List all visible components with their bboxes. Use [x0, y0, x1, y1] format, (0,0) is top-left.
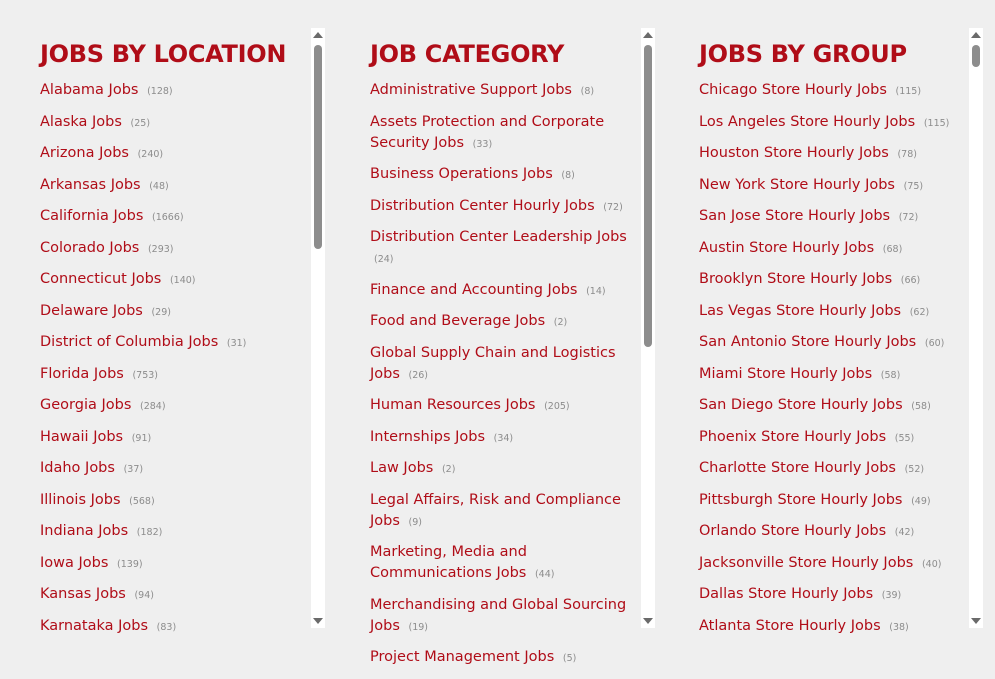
scroll-down-arrow-icon[interactable] [643, 618, 653, 624]
job-count: (68) [882, 243, 903, 255]
job-count: (58) [911, 401, 931, 412]
job-count: (52) [904, 464, 925, 475]
list-item [370, 343, 630, 386]
category-job-link[interactable]: Food and Beverage Jobs [370, 313, 546, 329]
jobs-by-location-scrollbar[interactable] [311, 28, 325, 628]
job-count: (29) [151, 306, 171, 318]
job-count: (19) [408, 621, 429, 633]
location-job-link[interactable]: Idaho Jobs [40, 460, 115, 476]
list-item [699, 584, 959, 606]
group-job-link[interactable]: Pittsburgh Store Hourly Jobs [699, 491, 903, 508]
group-job-link[interactable]: San Antonio Store Hourly Jobs [699, 334, 917, 350]
list-item [40, 332, 300, 354]
location-job-link[interactable]: Alabama Jobs [40, 82, 139, 98]
job-count: (293) [147, 243, 174, 255]
category-job-link[interactable]: Administrative Support Jobs [370, 82, 572, 98]
location-job-link[interactable]: Colorado Jobs [40, 239, 140, 256]
job-count: (75) [903, 180, 924, 192]
group-job-link[interactable]: Chicago Store Hourly Jobs [699, 82, 887, 98]
job-count: (60) [924, 338, 945, 349]
job-category-title: JOB CATEGORY [370, 40, 565, 68]
group-job-link[interactable]: New York Store Hourly Jobs [699, 176, 895, 193]
job-count: (58) [880, 369, 901, 381]
category-job-link[interactable]: Distribution Center Leadership Jobs [370, 229, 627, 245]
job-count: (39) [881, 590, 902, 601]
job-count: (128) [147, 86, 173, 97]
location-job-link[interactable]: Florida Jobs [40, 365, 124, 382]
category-job-link[interactable]: Marketing, Media and Communications Jobs [370, 544, 527, 581]
group-job-link[interactable]: Las Vegas Store Hourly Jobs [699, 302, 902, 319]
list-item [370, 490, 630, 533]
job-count: (94) [134, 590, 154, 601]
location-job-link[interactable]: Kansas Jobs [40, 586, 126, 602]
job-category-list [370, 80, 630, 679]
list-item [370, 427, 630, 449]
scroll-up-arrow-icon[interactable] [643, 32, 653, 38]
group-job-link[interactable]: Dallas Store Hourly Jobs [699, 586, 874, 602]
list-item [370, 227, 630, 270]
category-job-link[interactable]: Internships Jobs [370, 428, 486, 445]
job-count: (83) [156, 621, 177, 633]
list-item [699, 332, 959, 354]
job-count: (25) [130, 117, 151, 129]
job-count: (55) [894, 432, 915, 444]
job-count: (26) [408, 369, 429, 381]
list-item [370, 395, 630, 417]
location-job-link[interactable]: Arizona Jobs [40, 145, 129, 161]
list-item [370, 311, 630, 333]
list-item [699, 238, 959, 260]
job-category-scrollbar[interactable] [641, 28, 655, 628]
job-count: (240) [137, 149, 164, 160]
location-job-link[interactable]: Georgia Jobs [40, 397, 132, 413]
location-job-link[interactable]: Illinois Jobs [40, 491, 121, 508]
group-job-link[interactable]: Austin Store Hourly Jobs [699, 239, 875, 256]
list-item [699, 364, 959, 386]
list-item [40, 521, 300, 543]
group-job-link[interactable]: Orlando Store Hourly Jobs [699, 523, 887, 539]
job-count: (5) [562, 653, 577, 664]
list-item [40, 427, 300, 449]
category-job-link[interactable]: Finance and Accounting Jobs [370, 281, 578, 298]
job-count: (140) [169, 275, 196, 286]
list-item [40, 175, 300, 197]
list-item [40, 206, 300, 228]
job-count: (205) [544, 401, 570, 412]
list-item [40, 238, 300, 260]
list-item [699, 490, 959, 512]
job-count: (91) [131, 432, 152, 444]
list-item [370, 458, 630, 480]
category-job-link[interactable]: Project Management Jobs [370, 649, 555, 665]
jobs-by-group-title: JOBS BY GROUP [699, 40, 907, 68]
jobs-by-group-panel [699, 28, 995, 634]
jobs-by-location-panel [40, 28, 336, 634]
job-category-panel [370, 28, 666, 665]
location-job-link[interactable]: California Jobs [40, 208, 144, 224]
location-job-link[interactable]: Hawaii Jobs [40, 428, 124, 445]
job-count: (66) [900, 275, 921, 286]
group-job-link[interactable]: Houston Store Hourly Jobs [699, 145, 889, 161]
list-item [699, 269, 959, 291]
list-item [370, 80, 630, 102]
category-job-link[interactable]: Assets Protection and Corporate Security Jobs [370, 113, 605, 151]
list-item [370, 647, 630, 669]
job-count: (568) [129, 495, 155, 507]
job-count: (9) [408, 516, 422, 528]
location-job-link[interactable]: District of Columbia Jobs [40, 334, 219, 350]
job-count: (2) [441, 464, 456, 475]
list-item [40, 301, 300, 323]
scrollbar-thumb[interactable] [644, 45, 652, 347]
job-count: (115) [923, 117, 950, 129]
list-item [699, 143, 959, 165]
job-count: (72) [898, 212, 919, 223]
scroll-down-arrow-icon[interactable] [971, 618, 981, 624]
group-job-link[interactable]: Atlanta Store Hourly Jobs [699, 617, 881, 634]
category-job-link[interactable]: Law Jobs [370, 460, 434, 476]
category-job-link[interactable]: Human Resources Jobs [370, 397, 536, 413]
location-job-link[interactable]: Delaware Jobs [40, 302, 143, 319]
job-count: (33) [472, 138, 493, 150]
job-count: (34) [493, 432, 514, 444]
list-item [699, 112, 959, 134]
job-count: (1666) [151, 212, 184, 223]
list-item [40, 80, 300, 102]
list-item [40, 490, 300, 512]
category-job-link[interactable]: Merchandising and Global Sourcing Jobs [370, 596, 627, 634]
job-count: (139) [117, 558, 143, 570]
job-count: (40) [921, 558, 942, 570]
job-count: (753) [132, 369, 158, 381]
list-item [40, 616, 300, 638]
job-count: (44) [534, 569, 555, 580]
job-count: (14) [586, 285, 606, 297]
list-item [40, 364, 300, 386]
group-job-link[interactable]: Miami Store Hourly Jobs [699, 365, 873, 382]
job-count: (8) [561, 170, 575, 181]
list-item [699, 458, 959, 480]
location-job-link[interactable]: Iowa Jobs [40, 554, 109, 571]
jobs-by-location-list [40, 80, 300, 647]
job-count: (115) [895, 86, 922, 97]
list-item [40, 143, 300, 165]
location-job-link[interactable]: Karnataka Jobs [40, 617, 149, 634]
group-job-link[interactable]: San Diego Store Hourly Jobs [699, 397, 903, 413]
job-count: (72) [603, 201, 623, 213]
scrollbar-thumb[interactable] [314, 45, 322, 249]
list-item [699, 553, 959, 575]
group-job-link[interactable]: Jacksonville Store Hourly Jobs [699, 554, 914, 571]
location-job-link[interactable]: Alaska Jobs [40, 113, 122, 130]
location-job-link[interactable]: Arkansas Jobs [40, 176, 141, 193]
list-item [370, 112, 630, 155]
list-item [699, 175, 959, 197]
job-count: (49) [911, 495, 931, 507]
list-item [370, 542, 630, 585]
list-item [370, 164, 630, 186]
job-count: (48) [149, 180, 169, 192]
list-item [699, 616, 959, 638]
job-count: (62) [909, 306, 930, 318]
group-job-link[interactable]: Brooklyn Store Hourly Jobs [699, 271, 893, 287]
list-item [699, 395, 959, 417]
location-job-link[interactable]: Indiana Jobs [40, 523, 129, 539]
job-count: (42) [894, 527, 915, 538]
list-item [699, 301, 959, 323]
scroll-down-arrow-icon[interactable] [313, 618, 323, 624]
list-item [40, 395, 300, 417]
job-count: (24) [374, 254, 394, 265]
list-item [699, 427, 959, 449]
scroll-up-arrow-icon[interactable] [971, 32, 981, 38]
category-job-link[interactable]: Legal Affairs, Risk and Compliance Jobs [370, 491, 621, 529]
job-count: (284) [139, 401, 166, 412]
group-job-link[interactable]: Los Angeles Store Hourly Jobs [699, 113, 916, 130]
group-job-link[interactable]: San Jose Store Hourly Jobs [699, 208, 891, 224]
scroll-up-arrow-icon[interactable] [313, 32, 323, 38]
list-item [40, 584, 300, 606]
job-count: (182) [136, 527, 163, 538]
job-count: (31) [226, 338, 247, 349]
list-item [370, 196, 630, 218]
jobs-by-group-scrollbar[interactable] [969, 28, 983, 628]
job-count: (38) [889, 621, 909, 633]
job-count: (8) [580, 86, 595, 97]
category-job-link[interactable]: Business Operations Jobs [370, 166, 553, 182]
job-count: (78) [897, 149, 917, 160]
group-job-link[interactable]: Charlotte Store Hourly Jobs [699, 460, 896, 476]
scrollbar-thumb[interactable] [972, 45, 980, 67]
category-job-link[interactable]: Distribution Center Hourly Jobs [370, 197, 595, 214]
category-job-link[interactable]: Global Supply Chain and Logistics Jobs [370, 344, 616, 382]
list-item [370, 280, 630, 302]
list-item [40, 458, 300, 480]
location-job-link[interactable]: Connecticut Jobs [40, 271, 162, 287]
list-item [40, 269, 300, 291]
list-item [40, 112, 300, 134]
job-count: (37) [123, 464, 144, 475]
job-count: (2) [553, 317, 568, 328]
list-item [370, 595, 630, 638]
list-item [699, 206, 959, 228]
jobs-by-location-title: JOBS BY LOCATION [40, 40, 287, 68]
list-item [699, 521, 959, 543]
jobs-by-group-list [699, 80, 959, 647]
group-job-link[interactable]: Phoenix Store Hourly Jobs [699, 428, 887, 445]
list-item [699, 80, 959, 102]
list-item [40, 553, 300, 575]
